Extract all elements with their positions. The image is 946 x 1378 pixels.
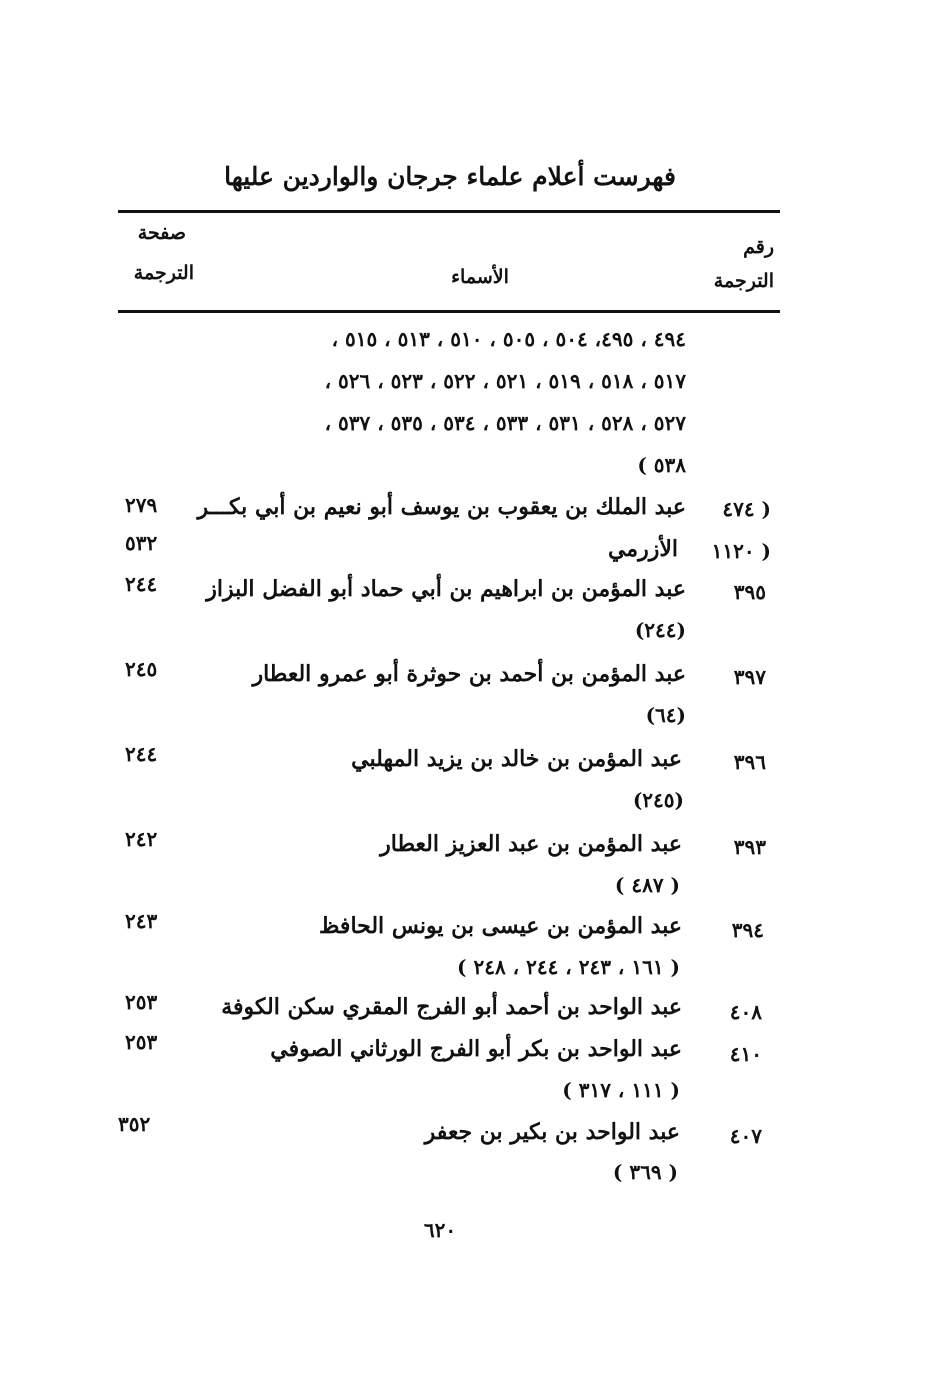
entry-name: عبد المؤمن بن عيسى بن يونس الحافظ [319, 913, 682, 939]
entry-name: عبد المؤمن بن أحمد بن حوثرة أبو عمرو العطار [252, 661, 686, 687]
entry-name: عبد الواحد بن أحمد أبو الفرج المقري سكن الكوفة [221, 994, 682, 1020]
col-number-label-1: رقم [743, 236, 774, 258]
entry-number: ٣٩٧ [733, 665, 766, 689]
entry-name: عبد الواحد بن بكر أبو الفرج الورثاني الصوفي [270, 1036, 682, 1062]
entry-number: ( ٤٧٤ [722, 497, 771, 521]
entry-page: ٣٥٢ [118, 1112, 151, 1136]
entry-name: عبد المؤمن بن عبد العزيز العطار [380, 831, 682, 857]
entry-references: (٦٤) [645, 703, 686, 727]
entry-references: (٢٤٥) [632, 788, 684, 812]
entry-page: ٢٧٩ [125, 493, 158, 517]
entry-number: ٤١٠ [729, 1042, 762, 1066]
entry-references: (٢٤٤) [634, 618, 686, 642]
entry-number: ٣٩٥ [733, 580, 766, 604]
entry-page: ٢٤٤ [125, 742, 158, 766]
continuation-line: ٥٢٧ ، ٥٢٨ ، ٥٣١ ، ٥٣٣ ، ٥٣٤ ، ٥٣٥ ، ٥٣٧ ، [324, 411, 686, 435]
entry-number: ٣٩٦ [733, 750, 766, 774]
col-names-label: الأسماء [451, 266, 509, 288]
entry-name: عبد الواحد بن بكير بن جعفر [424, 1119, 680, 1145]
entry-name: عبد الملك بن يعقوب بن يوسف أبو نعيم بن أبي بكـــر [197, 494, 686, 520]
entry-page: ٢٤٤ [125, 572, 158, 596]
col-page-label-1: صفحة [137, 222, 186, 244]
entry-references: ( ٣٦٩ ) [612, 1160, 678, 1184]
continuation-line: ٥٣٨ ) [637, 453, 686, 477]
entry-references: ( ٤٨٧ ) [614, 873, 680, 897]
entry-references: ( ١١١ ، ٣١٧ ) [562, 1078, 680, 1102]
header-top-rule [118, 210, 780, 213]
entry-number: ٣٩٤ [731, 918, 764, 942]
entry-page: ٢٤٣ [125, 909, 158, 933]
entry-number: ٤٠٧ [729, 1124, 762, 1148]
continuation-line: ٤٩٤ ، ٤٩٥، ٥٠٤ ، ٥٠٥ ، ٥١٠ ، ٥١٣ ، ٥١٥ ، [331, 327, 686, 351]
entry-number: ٣٩٣ [733, 835, 766, 859]
continuation-line: ٥١٧ ، ٥١٨ ، ٥١٩ ، ٥٢١ ، ٥٢٢ ، ٥٢٣ ، ٥٢٦ ، [324, 369, 686, 393]
entry-name: الأزرمي [607, 536, 678, 562]
entry-name: عبد المؤمن بن ابراهيم بن أبي حماد أبو الفضل البزاز [206, 576, 686, 602]
entry-references: ( ١٦١ ، ٢٤٣ ، ٢٤٤ ، ٢٤٨ ) [457, 955, 680, 979]
page-number: ٦٢٠ [423, 1218, 457, 1242]
entry-name: عبد المؤمن بن خالد بن يزيد المهلبي [351, 746, 682, 772]
entry-number: ( ١١٢٠ [711, 539, 771, 563]
col-page-label-2: الترجمة [133, 262, 194, 284]
col-number-label-2: الترجمة [713, 270, 774, 292]
entry-page: ٥٣٢ [125, 531, 158, 555]
entry-page: ٢٥٣ [125, 1030, 158, 1054]
entry-page: ٢٤٢ [125, 827, 158, 851]
page-title: فهرست أعلام علماء جرجان والواردين عليها [224, 162, 676, 191]
entry-number: ٤٠٨ [729, 1000, 762, 1024]
header-bottom-rule [118, 310, 780, 313]
entry-page: ٢٥٣ [125, 990, 158, 1014]
entry-page: ٢٤٥ [125, 657, 158, 681]
